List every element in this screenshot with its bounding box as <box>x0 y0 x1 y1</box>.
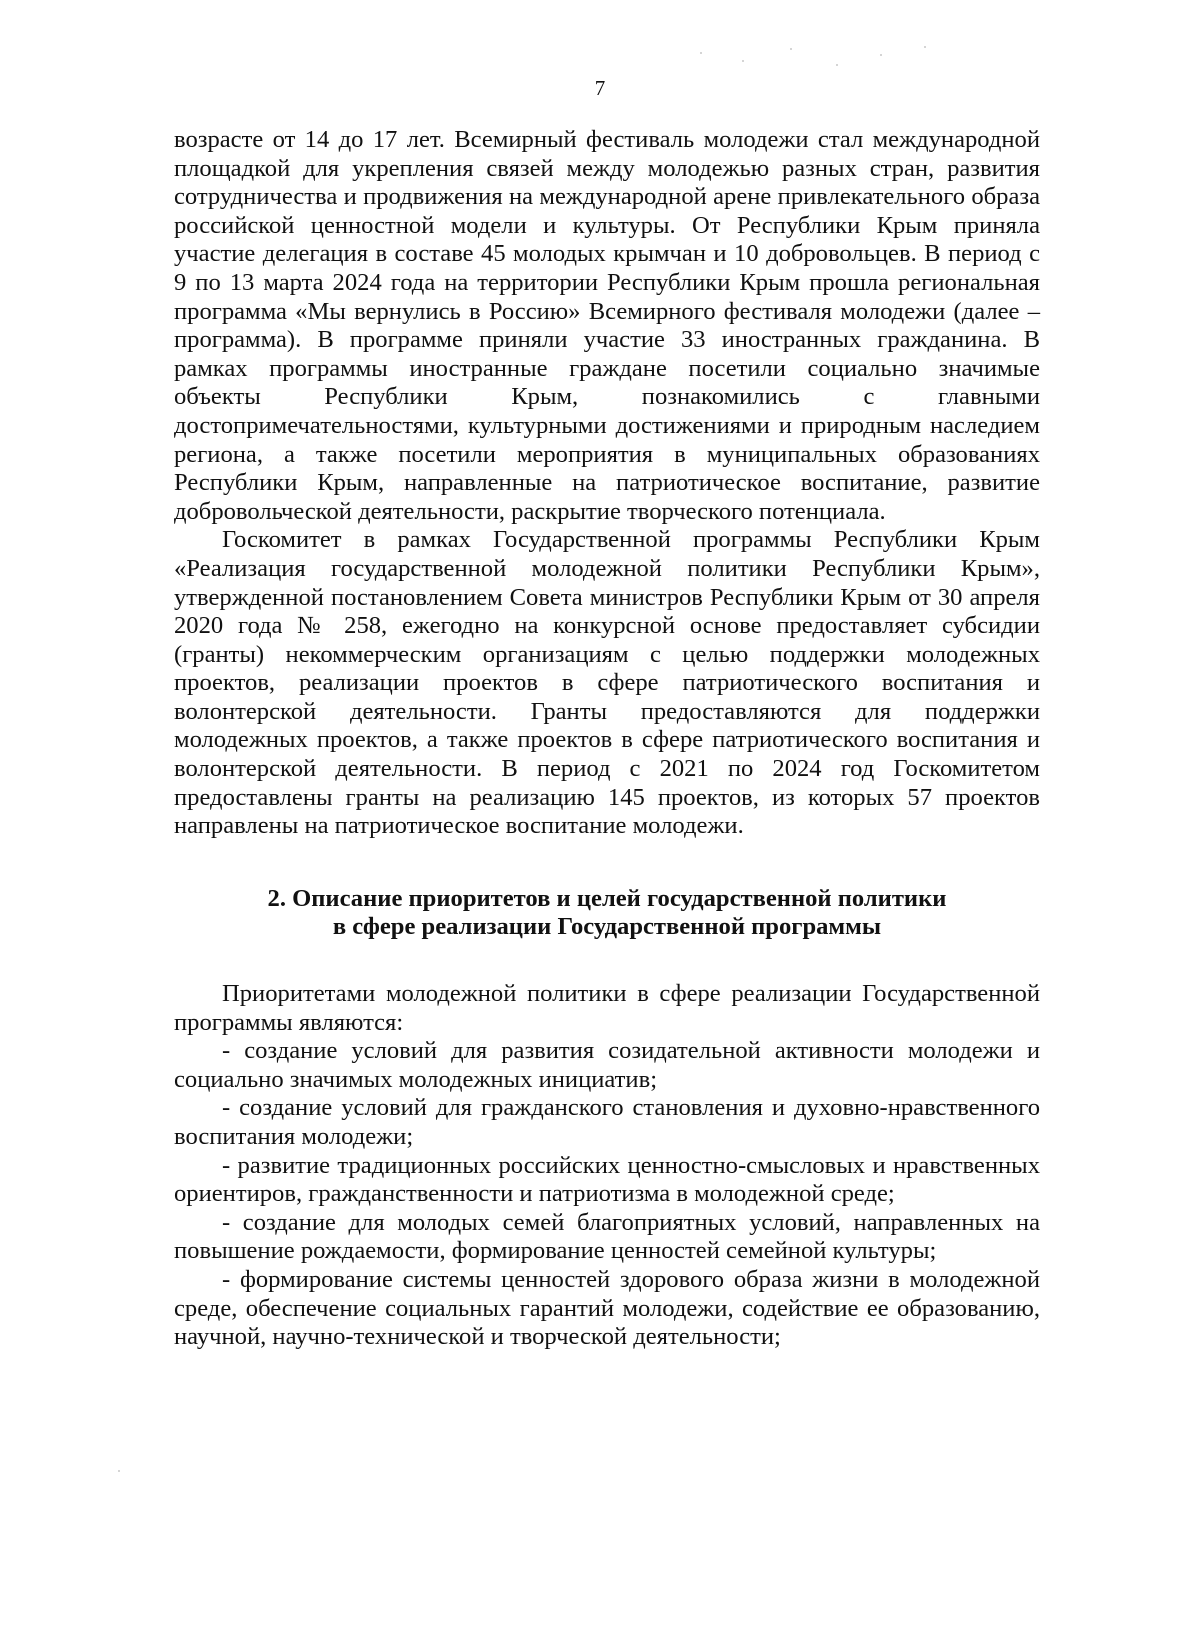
list-item-priority-3: - развитие традиционных российских ценностно-смысловых и нравственных ориентиров, гражданственности и патриотизма в молодежной среде; <box>174 1151 1040 1208</box>
paragraph-priorities-intro: Приоритетами молодежной политики в сфере реализации Государственной программы являются: <box>174 980 1040 1036</box>
scan-speck <box>836 64 838 66</box>
list-item-priority-2: - создание условий для гражданского становления и духовно-нравственного воспитания молодежи; <box>174 1094 1040 1150</box>
list-item-priority-1: - создание условий для развития созидательной активности молодежи и социально значимых молодежных инициатив; <box>174 1037 1040 1093</box>
scan-speck <box>742 60 744 62</box>
list-item-priority-5: - формирование системы ценностей здорового образа жизни в молодежной среде, обеспечение социальных гарантий молодежи, содействие ее образованию, научной, научно-технической и творческой деятельности; <box>174 1265 1040 1351</box>
scan-speck <box>924 46 926 48</box>
section-heading-line-1: 2. Описание приоритетов и целей государственной политики <box>267 884 947 912</box>
scan-speck <box>880 54 882 56</box>
scan-speck <box>118 1470 120 1472</box>
page-number: 7 <box>594 76 606 100</box>
scan-speck <box>700 52 702 54</box>
section-heading <box>174 885 1040 942</box>
document-body <box>174 126 1040 1352</box>
scan-speck <box>790 48 792 50</box>
list-item-priority-4: - создание для молодых семей благоприятных условий, направленных на повышение рождаемости, формирование ценностей семейной культуры; <box>174 1208 1040 1265</box>
section-heading-line-2: в сфере реализации Государственной программы <box>332 913 882 941</box>
paragraph-grants: Госкомитет в рамках Государственной программы Республики Крым «Реализация государственной молодежной политики Республики Крым», утвержденной постановлением Совета министров Республики Крым от 30 апреля 2020 года № 258, ежегодно на конкурсной основе предоставляет субсидии (гранты) некоммерческим организациям с целью поддержки молодежных проектов, реализации проектов в сфере патриотического воспитания и волонтерской деятельности. Гранты предоставляются для поддержки молодежных проектов, а также проектов в сфере патриотического воспитания и волонтерской деятельности. В период с 2021 по 2024 год Госкомитетом предоставлены гранты на реализацию 145 проектов, из которых 57 проектов направлены на патриотическое воспитание молодежи. <box>174 526 1040 840</box>
paragraph-festival: возрасте от 14 до 17 лет. Всемирный фестиваль молодежи стал международной площадкой для укрепления связей между молодежью разных стран, развития сотрудничества и продвижения на международной арене привлекательного образа российской ценностной модели и культуры. От Республики Крым приняла участие делегация в составе 45 молодых крымчан и 10 добровольцев. В период с 9 по 13 марта 2024 года на территории Республики Крым прошла региональная программа «Мы вернулись в Россию» Всемирного фестиваля молодежи (далее – программа). В программе приняли участие 33 иностранных гражданина. В рамках программы иностранные граждане посетили социально значимые объекты Республики Крым, познакомились с главными достопримечательностями, культурными достижениями и природным наследием региона, а также посетили мероприятия в муниципальных образованиях Республики Крым, направленные на патриотическое воспитание, развитие добровольческой деятельности, раскрытие творческого потенциала. <box>174 126 1040 525</box>
